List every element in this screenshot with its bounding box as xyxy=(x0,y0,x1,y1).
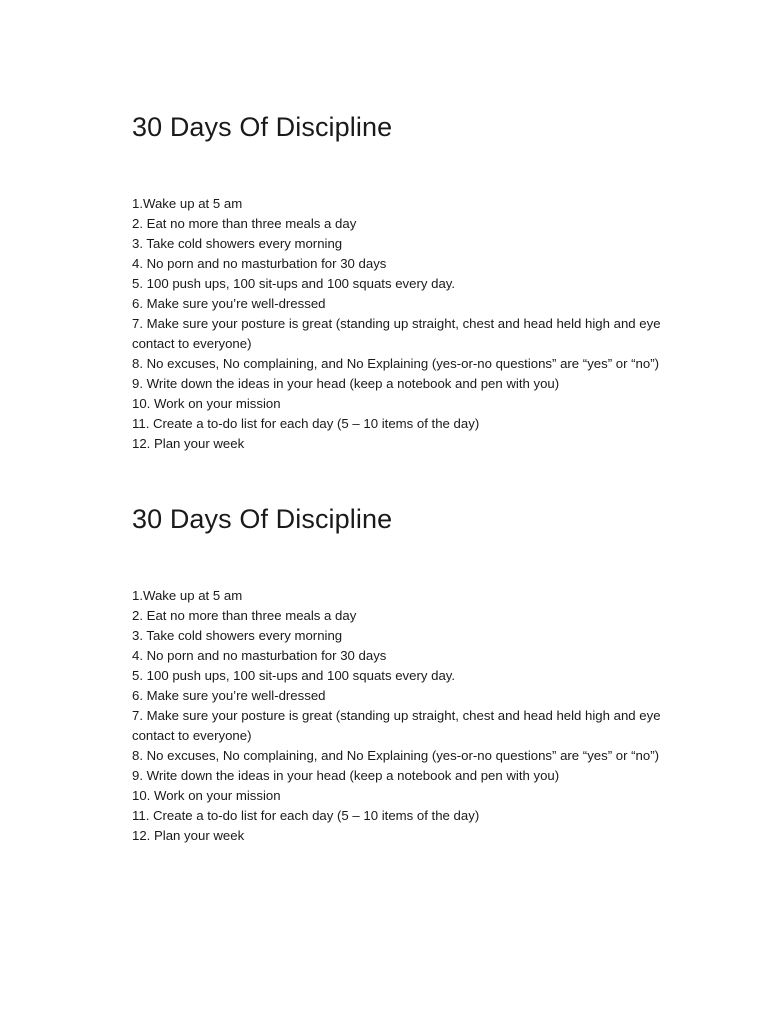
list-item: 9. Write down the ideas in your head (keep a notebook and pen with you) xyxy=(132,376,560,391)
discipline-section-2 xyxy=(132,500,692,846)
list-item: 3. Take cold showers every morning xyxy=(132,236,343,251)
list-item: 2. Eat no more than three meals a day xyxy=(132,608,357,623)
discipline-section-1 xyxy=(132,108,692,454)
list-item: 5. 100 push ups, 100 sit-ups and 100 squats every day. xyxy=(132,668,456,683)
list-item: 1.Wake up at 5 am xyxy=(132,196,243,211)
list-item: 1.Wake up at 5 am xyxy=(132,588,243,603)
list-item: 9. Write down the ideas in your head (keep a notebook and pen with you) xyxy=(132,768,560,783)
list-item: 4. No porn and no masturbation for 30 days xyxy=(132,648,387,663)
list-item: 8. No excuses, No complaining, and No Explaining (yes-or-no questions” are “yes” or “no”) xyxy=(132,748,660,763)
list-item: 6. Make sure you’re well-dressed xyxy=(132,688,326,703)
list-item: 10. Work on your mission xyxy=(132,788,281,803)
list-item: 8. No excuses, No complaining, and No Explaining (yes-or-no questions” are “yes” or “no”) xyxy=(132,356,660,371)
list-item: 7. Make sure your posture is great (standing up straight, chest and head held high and eye contact to everyone) xyxy=(132,708,661,743)
section-title: 30 Days Of Discipline xyxy=(132,504,393,534)
discipline-list xyxy=(132,194,692,454)
list-item: 3. Take cold showers every morning xyxy=(132,628,343,643)
list-item: 6. Make sure you’re well-dressed xyxy=(132,296,326,311)
list-item: 2. Eat no more than three meals a day xyxy=(132,216,357,231)
section-title: 30 Days Of Discipline xyxy=(132,112,393,142)
list-item: 11. Create a to-do list for each day (5 – 10 items of the day) xyxy=(132,808,480,823)
list-item: 4. No porn and no masturbation for 30 days xyxy=(132,256,387,271)
list-item: 5. 100 push ups, 100 sit-ups and 100 squats every day. xyxy=(132,276,456,291)
list-item: 10. Work on your mission xyxy=(132,396,281,411)
list-item: 12. Plan your week xyxy=(132,828,245,843)
discipline-list xyxy=(132,586,692,846)
list-item: 7. Make sure your posture is great (standing up straight, chest and head held high and eye contact to everyone) xyxy=(132,316,661,351)
list-item: 11. Create a to-do list for each day (5 – 10 items of the day) xyxy=(132,416,480,431)
list-item: 12. Plan your week xyxy=(132,436,245,451)
